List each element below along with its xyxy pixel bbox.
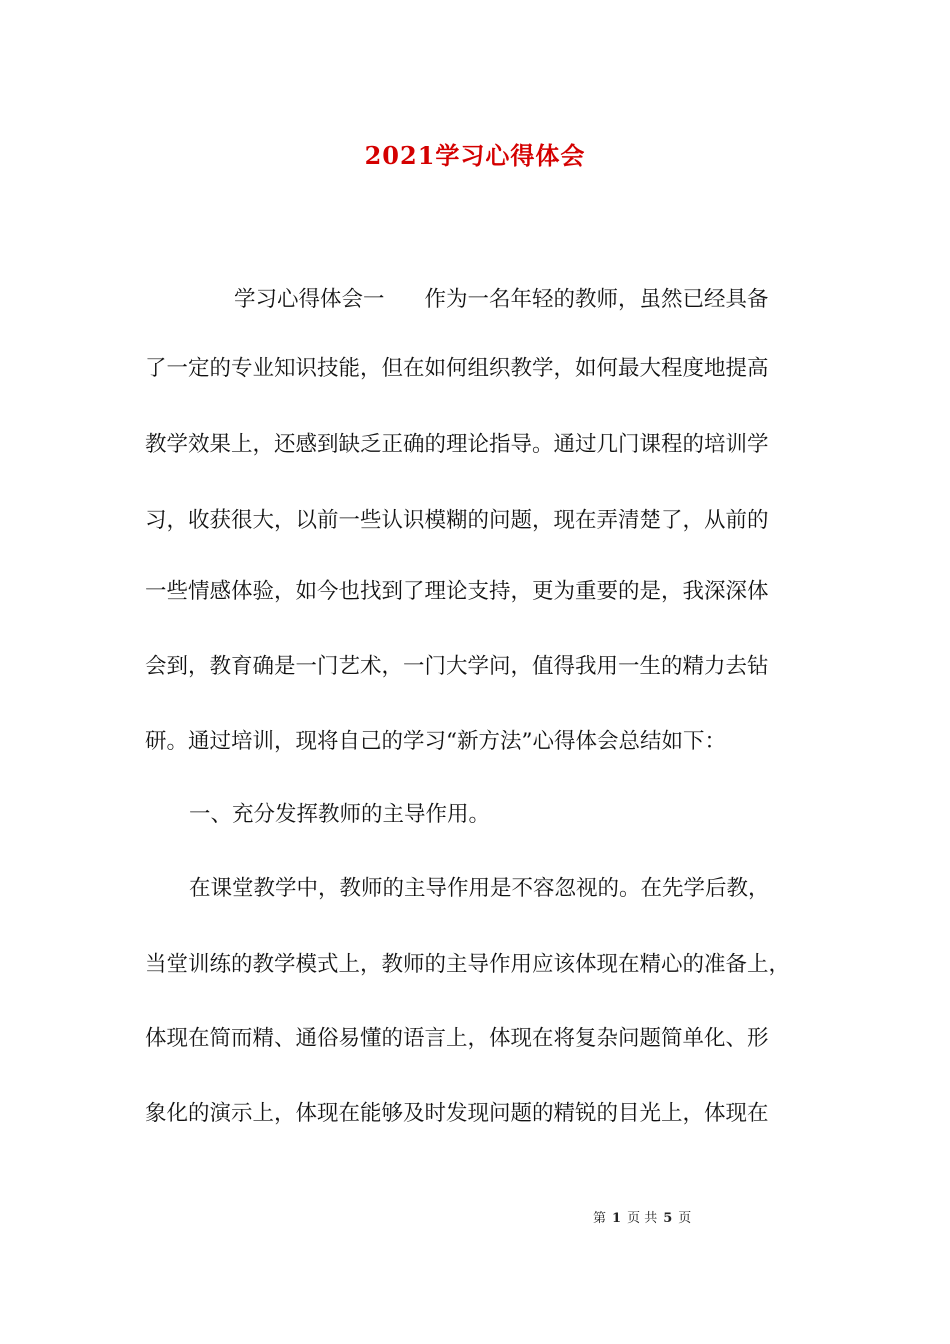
paragraph-line-4: 习，收获很大，以前一些认识模糊的问题，现在弄清楚了，从前的 [145, 508, 769, 533]
paragraph-line-7: 研。通过培训，现将自己的学习“新方法”心得体会总结如下： [145, 729, 726, 754]
paragraph-line-1 [234, 285, 904, 315]
current-page: 1 [612, 1211, 622, 1226]
paragraph-line-10: 体现在简而精、通俗易懂的语言上，体现在将复杂问题简单化、形 [145, 1026, 769, 1051]
paragraph-line-3: 教学效果上，还感到缺乏正确的理论指导。通过几门课程的培训学 [145, 432, 769, 457]
paragraph-line-6: 会到，教育确是一门艺术，一门大学问，值得我用一生的精力去钻 [145, 654, 769, 679]
intro-text: 作为一名年轻的教师，虽然已经具备 [424, 287, 769, 312]
paragraph-line-11: 象化的演示上，体现在能够及时发现问题的精锐的目光上，体现在 [145, 1101, 769, 1126]
total-pages: 5 [663, 1211, 673, 1226]
section-heading-1: 一、充分发挥教师的主导作用。 [189, 802, 491, 827]
document-title: 2021学习心得体会 [364, 141, 586, 170]
intro-heading: 学习心得体会一 [234, 287, 385, 312]
paragraph-line-8: 在课堂教学中，教师的主导作用是不容忽视的。在先学后教， [189, 876, 770, 901]
paragraph-line-2: 了一定的专业知识技能，但在如何组织教学，如何最大程度地提高 [145, 356, 769, 381]
page-number: 第 1 页 共 5 页 [593, 1211, 692, 1226]
paragraph-line-5: 一些情感体验，如今也找到了理论支持，更为重要的是，我深深体 [145, 579, 769, 604]
paragraph-line-9: 当堂训练的教学模式上，教师的主导作用应该体现在精心的准备上， [145, 952, 791, 977]
